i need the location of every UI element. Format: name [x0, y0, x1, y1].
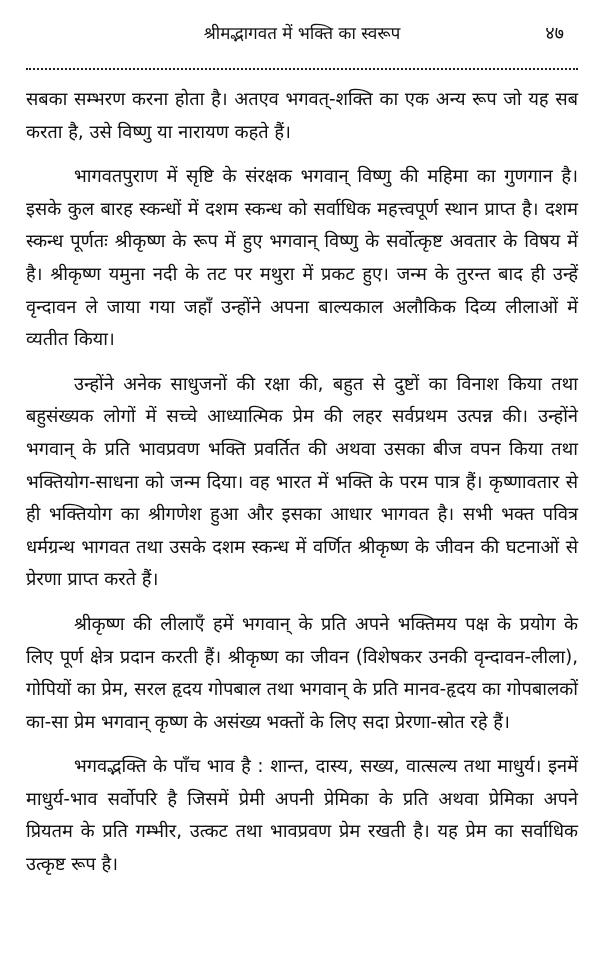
body-text	[26, 84, 578, 882]
paragraph-krishna-leelas: श्रीकृष्ण की लीलाएँ हमें भगवान् के प्रति अपने भक्तिमय पक्ष के प्रयोग के लिए पूर्ण क्षेत्र प्रदान करती हैं। श्रीकृष्ण का जीवन (विशेषकर उनकी वृन्दावन-लीला), गोपियों का प्रेम, सरल हृदय गोपबाल तथा भगवान् के प्रति मानव-हृदय का गोपबालकों का-सा प्रेम भगवान् कृष्ण के असंख्य भक्तों के लिए सदा प्रेरणा-स्रोत रहे हैं।	[26, 613, 578, 733]
paragraph-bhagavata-purana: भागवतपुराण में सृष्टि के संरक्षक भगवान् विष्णु की महिमा का गुणगान है। इसके कुल बारह स्कन्धों में दशम स्कन्ध को सर्वाधिक महत्त्वपूर्ण स्थान प्राप्त है। दशम स्कन्ध पूर्णतः श्रीकृष्ण के रूप में हुए भगवान् विष्णु के सर्वोत्कृष्ट अवतार के विषय में है। श्रीकृष्ण यमुना नदी के तट पर मथुरा में प्रकट हुए। जन्म के तुरन्त बाद ही उन्हें वृन्दावन ले जाया गया जहाँ उन्होंने अपना बाल्यकाल अलौकिक दिव्य लीलाओं में व्यतीत किया।	[26, 166, 578, 351]
paragraph-continuation: सबका सम्भरण करना होता है। अतएव भगवत्-शक्ति का एक अन्य रूप जो यह सब करता है, उसे विष्णु या नारायण कहते हैं।	[26, 89, 578, 143]
paragraph-five-bhavas: भगवद्भक्ति के पाँच भाव है : शान्त, दास्य, सख्य, वात्सल्य तथा माधुर्य। इनमें माधुर्य-भाव सर्वोपरि है जिसमें प्रेमी अपनी प्रेमिका के प्रति अथवा प्रेमिका अपने प्रियतम के प्रति गम्भीर, उत्कट तथा भावप्रवण प्रेम रखती है। यह प्रेम का सर्वाधिक उत्कृष्ट रूप है।	[26, 756, 578, 876]
page-number: ४७	[545, 23, 564, 44]
paragraph-krishna-deeds: उन्होंने अनेक साधुजनों की रक्षा की, बहुत से दुष्टों का विनाश किया तथा बहुसंख्यक लोगों में सच्चे आध्यात्मिक प्रेम की लहर सर्वप्रथम उत्पन्न की। उन्होंने भगवान् के प्रति भावप्रवण भक्ति प्रवर्तित की अथवा उसका बीज वपन किया तथा भक्तियोग-साधना को जन्म दिया। वह भारत में भक्ति के परम पात्र हैं। कृष्णावतार से ही भक्तियोग का श्रीगणेश हुआ और इसका आधार भागवत है। सभी भक्त पवित्र धर्मग्रन्थ भागवत तथा उसके दशम स्कन्ध में वर्णित श्रीकृष्ण के जीवन की घटनाओं से प्रेरणा प्राप्त करते हैं।	[26, 373, 578, 591]
page-header	[26, 22, 578, 46]
running-title: श्रीमद्भागवत में भक्ति का स्वरूप	[203, 24, 401, 44]
header-dotted-rule	[26, 68, 578, 70]
